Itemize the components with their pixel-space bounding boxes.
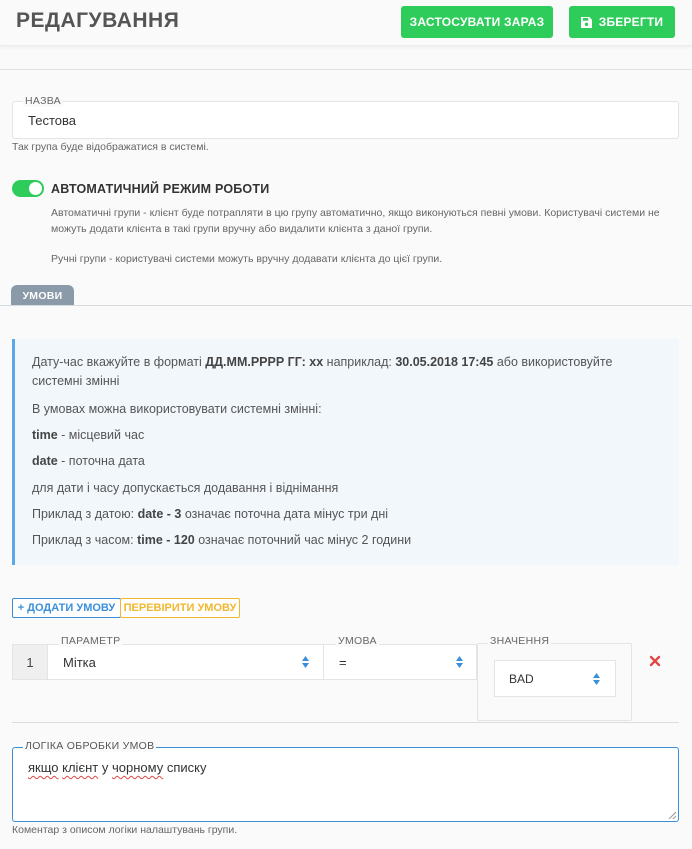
auto-mode-title: АВТОМАТИЧНИЙ РЕЖИМ РОБОТИ	[51, 182, 270, 196]
logic-label: ЛОГІКА ОБРОБКИ УМОВ	[25, 740, 155, 752]
page-header	[0, 0, 692, 46]
add-condition-button[interactable]: + ДОДАТИ УМОВУ	[12, 598, 121, 618]
logic-hint: Коментар з описом логіки налаштувань групи.	[12, 824, 238, 836]
apply-now-button[interactable]: ЗАСТОСУВАТИ ЗАРАЗ	[401, 6, 553, 38]
divider	[0, 69, 692, 70]
parameter-value: Мітка	[63, 655, 96, 670]
info-panel	[12, 339, 679, 565]
save-button-label: ЗБЕРЕГТИ	[598, 15, 664, 29]
page-title: РЕДАГУВАННЯ	[16, 9, 180, 32]
value-container	[477, 643, 632, 721]
resize-grip-icon[interactable]	[668, 811, 676, 819]
group-name-label: НАЗВА	[25, 95, 61, 107]
delete-condition-icon[interactable]	[649, 655, 661, 667]
group-name-value: Тестова	[28, 113, 76, 128]
auto-mode-description: Автоматичні групи - клієнт буде потрапляти в цю групу автоматично, якщо виконуються певні умови. Користувачі системи не можуть додати клієнта в такі групи вручну або видалити клієнта з даної групи.	[51, 207, 660, 235]
info-date-var: date - поточна дата	[32, 454, 145, 468]
divider	[12, 722, 679, 723]
sort-arrows-icon	[302, 656, 309, 668]
manual-mode-description: Ручні групи - користувачі системи можуть вручну додавати клієнта до цієї групи.	[51, 253, 443, 265]
info-format-line: Дату-час вкажуйте в форматі ДД.ММ.РРРР ГГ: хх наприклад: 30.05.2018 17:45 або використовуйте	[32, 355, 613, 369]
info-time-example: Приклад з часом: time - 120 означає поточний час мінус 2 години	[32, 533, 412, 547]
value-select[interactable]	[494, 660, 616, 697]
floppy-disk-icon	[581, 17, 592, 28]
save-button[interactable]	[569, 6, 675, 38]
info-variables-line: В умовах можна використовувати системні змінні:	[32, 402, 322, 416]
info-format-line-cont: системні змінні	[32, 374, 120, 388]
group-name-input[interactable]	[12, 101, 679, 139]
sort-arrows-icon	[456, 656, 463, 668]
parameter-select[interactable]	[47, 644, 324, 680]
parameter-label: ПАРАМЕТР	[61, 635, 121, 647]
info-time-var: time - місцевий час	[32, 428, 145, 442]
operator-value: =	[339, 655, 347, 670]
tab-divider	[0, 305, 692, 306]
group-name-hint: Так група буде відображатися в системі.	[12, 141, 209, 153]
value-label: ЗНАЧЕННЯ	[490, 635, 550, 647]
info-arith-line: для дати і часу допускається додавання і віднімання	[32, 481, 339, 495]
operator-select[interactable]	[323, 644, 477, 680]
sort-arrows-icon	[593, 673, 600, 685]
operator-label: УМОВА	[338, 635, 377, 647]
logic-textarea[interactable]	[12, 747, 679, 822]
value-selected: BAD	[509, 672, 534, 686]
logic-text: якщо клієнт у чорному списку	[28, 760, 207, 775]
tab-conditions[interactable]: УМОВИ	[11, 285, 74, 306]
info-date-example: Приклад з датою: date - 3 означає поточна дата мінус три дні	[32, 507, 388, 521]
toggle-knob	[29, 182, 42, 195]
check-condition-button[interactable]: ПЕРЕВІРИТИ УМОВУ	[120, 598, 240, 618]
auto-mode-toggle[interactable]	[12, 180, 44, 197]
condition-index: 1	[12, 644, 48, 680]
